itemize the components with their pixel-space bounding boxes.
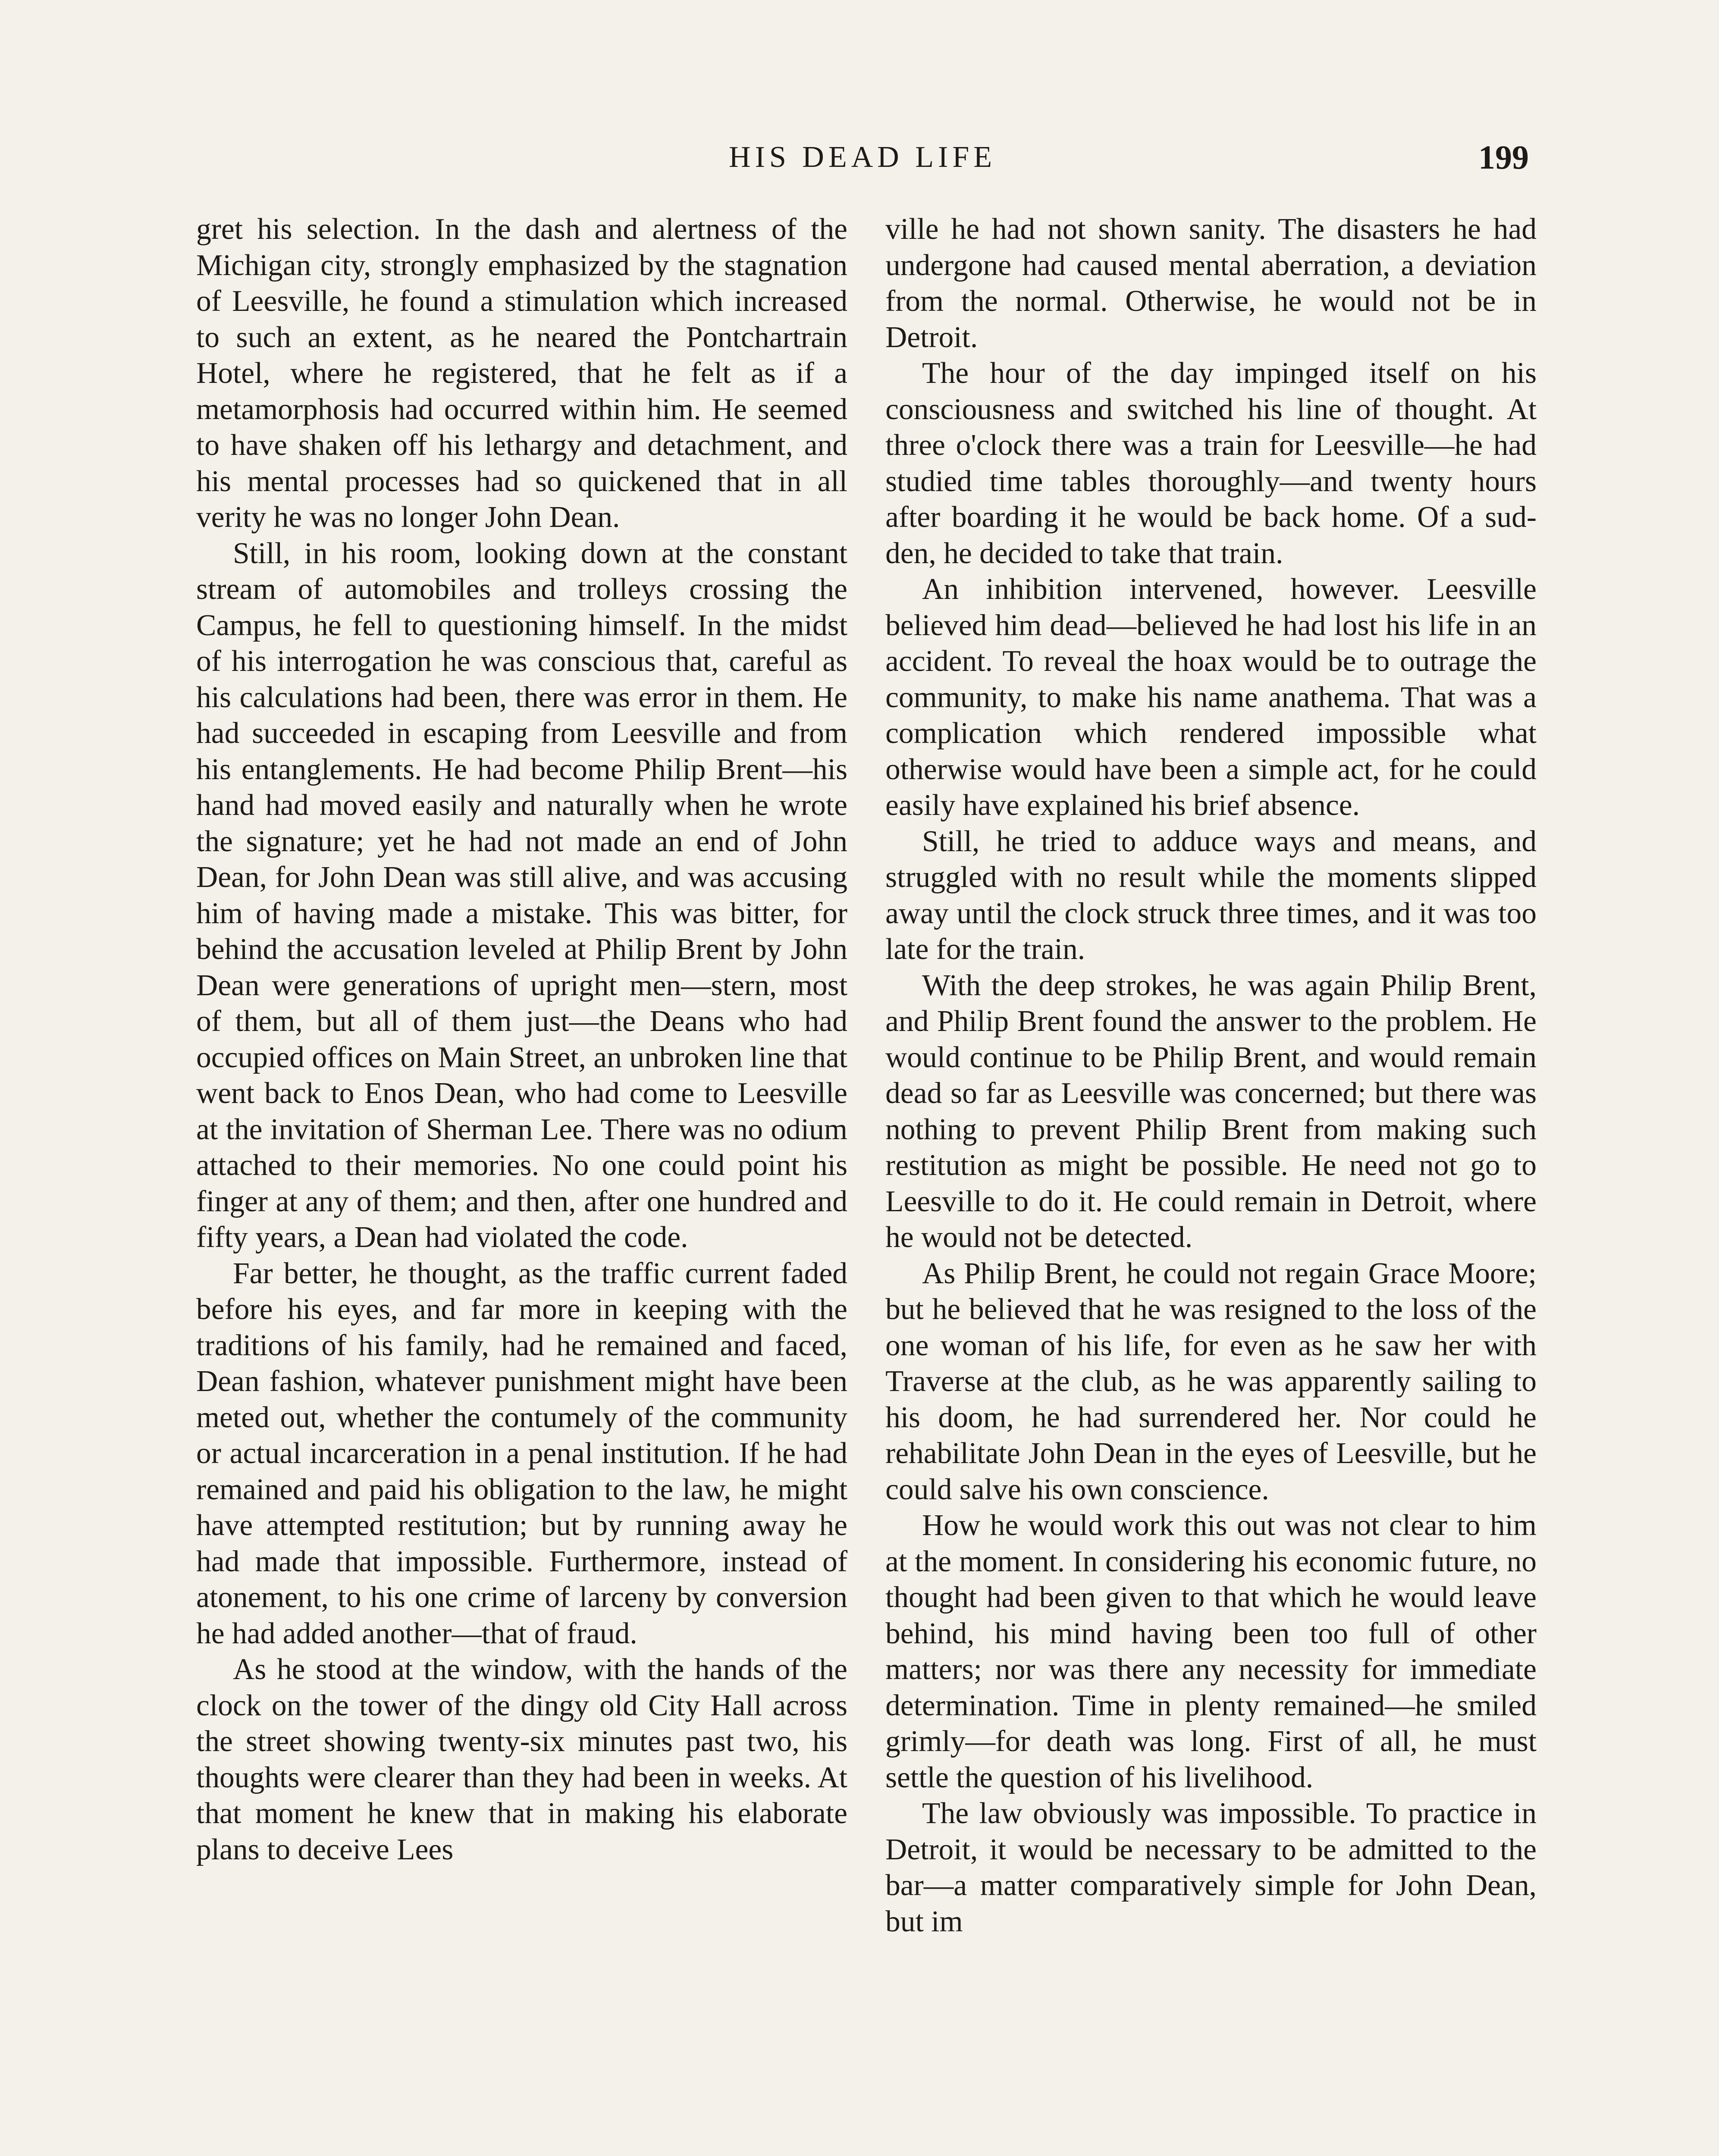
paragraph: gret his selection. In the dash and alertness of the Michigan city, strongly emphasized by the stagnation of Leesville, he found a stimulation which increased to such an extent, as he neared the Pontchartrain Hotel, where he registered, that he felt as if a metamorphosis had occurred within him. He seemed to have shaken off his lethargy and detachment, and his mental processes had so quickened that in all verity he was no longer John Dean. xyxy=(196,213,847,534)
paragraph: How he would work this out was not clear to him at the moment. In considering his economic future, no thought had been given to that which he would leave behind, his mind having been too full of other matters; nor was there any necessity for immediate determination. Time in plenty remained—he smiled grimly—for death was long. First of all, he must settle the question of his livelihood. xyxy=(885,1509,1537,1794)
paragraph: With the deep strokes, he was again Philip Brent, and Philip Brent found the answer to the problem. He would continue to be Philip Brent, and would remain dead so far as Leesville was concerned; but there was nothing to prevent Philip Brent from making such restitution as might be possible. He need not go to Leesville to do it. He could remain in Detroit, where he would not be detected. xyxy=(885,968,1537,1254)
running-head xyxy=(196,134,1529,181)
paragraph: Far better, he thought, as the traffic current faded before his eyes, and far more in keeping with the traditions of his family, had he remained and faced, Dean fashion, whatever punishment might have been meted out, whether the contumely of the community or actual incarceration in a penal institution. If he had remained and paid his obligation to the law, he might have attempted restitution; but by running away he had made that impossible. Furthermore, instead of atonement, to his one crime of larceny by conversion he had added another—that of fraud. xyxy=(196,1257,847,1650)
paragraph: ville he had not shown sanity. The disasters he had undergone had caused mental aberration, a deviation from the normal. Otherwise, he would not be in Detroit. xyxy=(885,213,1537,354)
left-column xyxy=(196,211,847,2156)
right-column xyxy=(885,211,1537,2156)
paragraph: The law obviously was impossible. To practice in Detroit, it would be necessary to be admitted to the bar—a matter comparatively simple for John Dean, but im xyxy=(885,1797,1537,1938)
paragraph: An inhibition intervened, however. Leesville believed him dead—believed he had lost his life in an accident. To reveal the hoax would be to outrage the community, to make his name anathema. That was a complication which rendered impossible what otherwise would have been a simple act, for he could easily have explained his brief absence. xyxy=(885,573,1537,822)
paragraph: As Philip Brent, he could not regain Grace Moore; but he believed that he was resigned to the loss of the one woman of his life, for even as he saw her with Traverse at the club, as he was apparently sailing to his doom, he had surrendered her. Nor could he rehabilitate John Dean in the eyes of Leesville, but he could salve his own conscience. xyxy=(885,1257,1537,1506)
paragraph: As he stood at the window, with the hands of the clock on the tower of the dingy old City Hall across the street showing twenty-six minutes past two, his thoughts were clearer than they had been in weeks. At that moment he knew that in making his elaborate plans to deceive Lees xyxy=(196,1653,847,1866)
paragraph: The hour of the day impinged itself on his consciousness and switched his line of thought. At three o'clock there was a train for Leesville—he had studied time tables thoroughly—and twenty hours after boarding it he would be back home. Of a sudden, he decided to take that train. xyxy=(885,357,1537,570)
paragraph: Still, in his room, looking down at the constant stream of automobiles and trolleys crossing the Campus, he fell to questioning himself. In the midst of his interrogation he was conscious that, careful as his calculations had been, there was error in them. He had succeeded in escaping from Leesville and from his entanglements. He had become Philip Brent—his hand had moved easily and naturally when he wrote the signature; yet he had not made an end of John Dean, for John Dean was still alive, and was accusing him of having made a mistake. This was bitter, for behind the accusation leveled at Philip Brent by John Dean were generations of upright men—stern, most of them, but all of them just—the Deans who had occupied offices on Main Street, an unbroken line that went back to Enos Dean, who had come to Leesville at the invitation of Sherman Lee. There was no odium attached to their memories. No one could point his finger at any of them; and then, after one hundred and fifty years, a Dean had violated the code. xyxy=(196,536,847,1254)
paragraph: Still, he tried to adduce ways and means, and struggled with no result while the moments slipped away until the clock struck three times, and it was too late for the train. xyxy=(885,824,1537,966)
running-title: HIS DEAD LIFE xyxy=(729,141,996,174)
page-number: 199 xyxy=(1478,138,1529,176)
